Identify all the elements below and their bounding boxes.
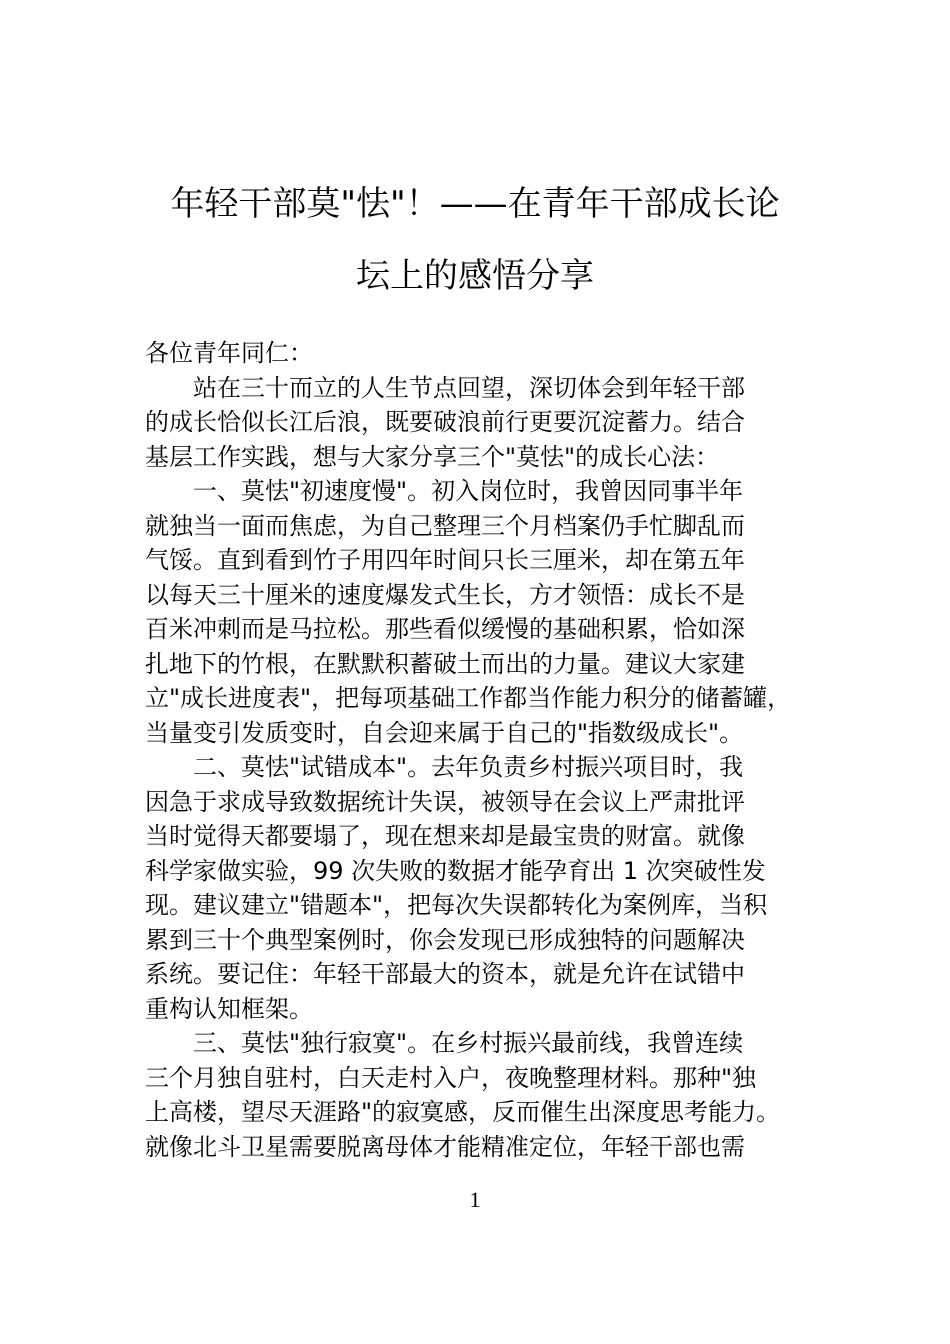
title-line-2: 坛上的感悟分享 — [356, 256, 594, 296]
section-three-heading-line: 三、莫怯"独行寂寞"。在乡村振兴最前线，我曾连续 — [193, 1029, 744, 1057]
document-body — [145, 336, 815, 1164]
paragraph-line: 基层工作实践，想与大家分享三个"莫怯"的成长心法： — [145, 442, 720, 471]
paragraph-line: 当时觉得天都要塌了，现在想来却是最宝贵的财富。就像 — [145, 822, 745, 850]
paragraph-line: 的成长恰似长江后浪，既要破浪前行更要沉淀蓄力。结合 — [145, 408, 745, 436]
page-number: 1 — [469, 1187, 481, 1212]
section-one-heading-line: 一、莫怯"初速度慢"。初入岗位时，我曾因同事半年 — [193, 477, 744, 505]
paragraph-line: 累到三十个典型案例时，你会发现已形成独特的问题解决 — [145, 925, 745, 954]
title-line-1: 年轻干部莫"怯"！——在青年干部成长论 — [170, 184, 780, 224]
paragraph-line: 以每天三十厘米的速度爆发式生长，方才领悟：成长不是 — [145, 580, 745, 609]
paragraph-line: 科学家做实验，99 次失败的数据才能孕育出 1 次突破性发 — [145, 856, 766, 885]
section-two-heading-line: 二、莫怯"试错成本"。去年负责乡村振兴项目时，我 — [193, 753, 744, 781]
paragraph-line: 重构认知框架。 — [145, 994, 313, 1023]
paragraph-line: 系统。要记住：年轻干部最大的资本，就是允许在试错中 — [145, 960, 745, 988]
paragraph-line: 因急于求成导致数据统计失误，被领导在会议上严肃批评 — [145, 787, 745, 816]
paragraph-line: 扎地下的竹根，在默默积蓄破土而出的力量。建议大家建 — [145, 649, 745, 678]
paragraph-line: 上高楼，望尽天涯路"的寂寞感，反而催生出深度思考能力。 — [145, 1098, 781, 1126]
paragraph-line: 立"成长进度表"，把每项基础工作都当作能力积分的储蓄罐， — [145, 684, 792, 712]
salutation: 各位青年同仁： — [145, 339, 313, 367]
paragraph-line: 现。建议建立"错题本"，把每次失误都转化为案例库，当积 — [145, 891, 768, 919]
paragraph-line: 当量变引发质变时，自会迎来属于自己的"指数级成长"。 — [145, 718, 744, 747]
paragraph-line: 三个月独自驻村，白天走村入户，夜晚整理材料。那种"独 — [145, 1063, 757, 1092]
paragraph-line: 站在三十而立的人生节点回望，深切体会到年轻干部 — [193, 373, 745, 402]
document-title — [145, 168, 805, 312]
paragraph-line: 就独当一面而焦虑，为自己整理三个月档案仍手忙脚乱而 — [145, 511, 745, 540]
paragraph-line: 气馁。直到看到竹子用四年时间只长三厘米，却在第五年 — [145, 546, 745, 574]
paragraph-line: 就像北斗卫星需要脱离母体才能精准定位，年轻干部也需 — [145, 1132, 745, 1161]
paragraph-line: 百米冲刺而是马拉松。那些看似缓慢的基础积累，恰如深 — [145, 615, 745, 643]
